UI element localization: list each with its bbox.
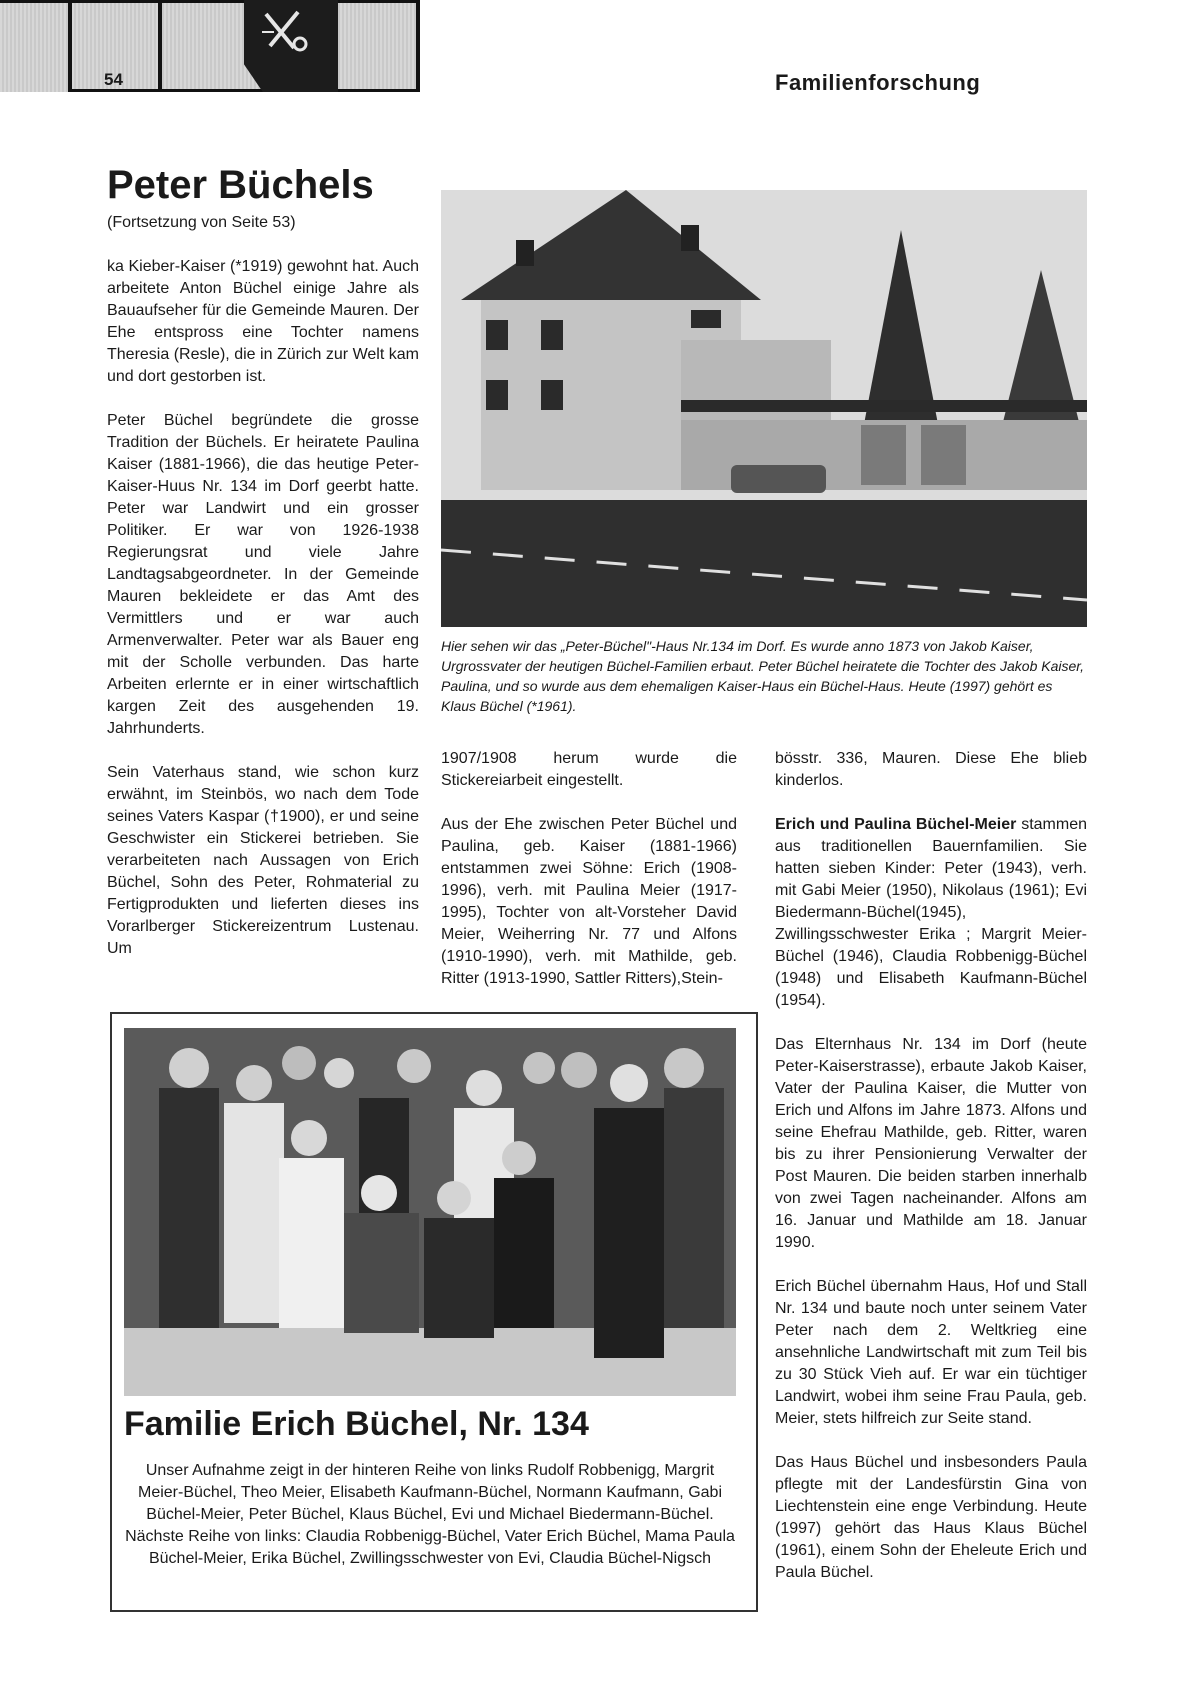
family-photo [124, 1028, 736, 1396]
paragraph-lead: Erich und Paulina Büchel-Meier [775, 816, 1017, 833]
paragraph: Erich Büchel übernahm Haus, Hof und Stall Nr. 134 und baute noch unter seinem Vater Peter nach dem 2. Weltkrieg eine ansehnliche Landwirtschaft mit zum Teil bis zu 30 Stück Vieh auf. Er war ein tüchtiger Landwirt, wobei ihm seine Frau Paula, geb. Meier, stets hilfreich zur Seite stand. [775, 1278, 1087, 1427]
house-photo-caption: Hier sehen wir das „Peter-Büchel"-Haus Nr.134 im Dorf. Es wurde anno 1873 von Jakob Kaiser, Urgrossvater der heutigen Büchel-Familien erbaut. Peter Büchel heiratete die Tochter des Jakob Kaiser, Paulina, und so wurde aus dem ehemaligen Kaiser-Haus ein Büchel-Haus. Heute (1997) gehört es Klaus Büchel (*1961). [441, 638, 1085, 714]
header-divider [158, 0, 162, 92]
middle-column [441, 748, 737, 1012]
paragraph: Das Elternhaus Nr. 134 im Dorf (heute Peter-Kaiserstrasse), erbaute Jakob Kaiser, Vater der Paulina Kaiser, die Mutter von Erich und Alfons im Jahre 1873. Alfons und seine Ehefrau Mathilde, geb. Ritter, waren bis zu ihrer Pensionierung Verwalter der Post Mauren. Die beiden starben innerhalb von zwei Tagen nacheinander. Alfons am 16. Januar und Mathilde am 18. Januar 1990. [775, 1036, 1087, 1251]
paragraph: Sein Vaterhaus stand, wie schon kurz erwähnt, im Steinbös, wo nach dem Tode seines Vaters Kaspar (†1900), er und seine Geschwister ein Stickerei betrieben. Sie verarbeiteten nach Aussagen von Erich Büchel, Sohn des Peter, Rohmaterial zu Fertigprodukten und lieferten dieses ins Vorarlberger Stickereizentrum Lustenau. Um [107, 764, 419, 957]
left-column [107, 256, 419, 982]
continuation-note: (Fortsetzung von Seite 53) [107, 214, 296, 231]
header-top-rule [0, 0, 420, 3]
paragraph-text: stammen aus traditionellen Bauernfamilien. Sie hatten sieben Kinder: Peter (1943), verh. mit Gabi Meier (1950), Nikolaus (1961); Evi Biedermann-Büchel(1945), Zwillingsschwester Erika ; Margrit Meier-Büchel (1946), Claudia Robbenigg-Büchel (1948) und Elisabeth Kaufmann-Büchel (1954). [775, 816, 1087, 1009]
house-photo [441, 190, 1087, 627]
paragraph: Aus der Ehe zwischen Peter Büchel und Paulina, geb. Kaiser (1881-1966) entstammen zwei Söhne: Erich (1908-1996), verh. mit Paulina Meier (1917-1995), Tochter von alt-Vorsteher David Meier, Weiherring Nr. 77 und Alfons (1910-1990), verh. mit Mathilde, geb. Ritter (1913-1990, Sattler Ritters),Stein- [441, 816, 737, 987]
paragraph: ka Kieber-Kaiser (*1919) gewohnt hat. Auch arbeitete Anton Büchel einige Jahre als Bauaufseher für die Gemeinde Mauren. Der Ehe entspross eine Tochter namens Theresia (Resle), die in Zürich zur Welt kam und dort gestorben ist. [107, 258, 419, 385]
section-title: Familienforschung [775, 70, 981, 95]
family-photo-caption: Unser Aufnahme zeigt in der hinteren Reihe von links Rudolf Robbenigg, Margrit Meier-Büchel, Theo Meier, Elisabeth Kaufmann-Büchel, Normann Kaufmann, Gabi Büchel-Meier, Peter Büchel, Klaus Büchel, Evi und Michael Biedermann-Büchel. Nächste Reihe von links: Claudia Robbenigg-Büchel, Vater Erich Büchel, Mama Paula Büchel-Meier, Erika Büchel, Zwillingsschwester von Evi, Claudia Büchel-Nigsch [125, 1462, 735, 1567]
paragraph [775, 814, 1087, 1012]
header-divider [416, 0, 420, 92]
family-photo-title: Familie Erich Büchel, Nr. 134 [124, 1405, 589, 1443]
right-column [775, 748, 1087, 1606]
paragraph: bösstr. 336, Mauren. Diese Ehe blieb kinderlos. [775, 750, 1087, 789]
paragraph: Das Haus Büchel und insbesonders Paula pflegte mit der Landesfürstin Gina von Liechtenstein eine enge Verbindung. Heute (1997) gehört das Haus Klaus Büchel (1961), einem Sohn der Eheleute Erich und Paula Büchel. [775, 1454, 1087, 1581]
page-number: 54 [104, 70, 123, 89]
article-title: Peter Büchels [107, 163, 374, 207]
coat-of-arms-icon [244, 0, 338, 92]
header-band [0, 0, 420, 92]
paragraph: Peter Büchel begründete die grosse Tradition der Büchels. Er heiratete Paulina Kaiser (1881-1966), die das heutige Peter-Kaiser-Huus Nr. 134 im Dorf geerbt hatte. Peter war Landwirt und ein grosser Politiker. Er war von 1926-1938 Regierungsrat und viele Jahre Landtagsabgeordneter. In der Gemeinde Mauren bekleidete er das Amt des Vermittlers und er war auch Armenverwalter. Peter war als Bauer eng mit der Scholle verbunden. Das harte Arbeiten erlernte er in einer wirtschaftlich kargen Zeit des ausgehenden 19. Jahrhunderts. [107, 412, 419, 737]
paragraph: 1907/1908 herum wurde die Stickereiarbeit eingestellt. [441, 750, 737, 789]
header-divider [68, 0, 72, 92]
